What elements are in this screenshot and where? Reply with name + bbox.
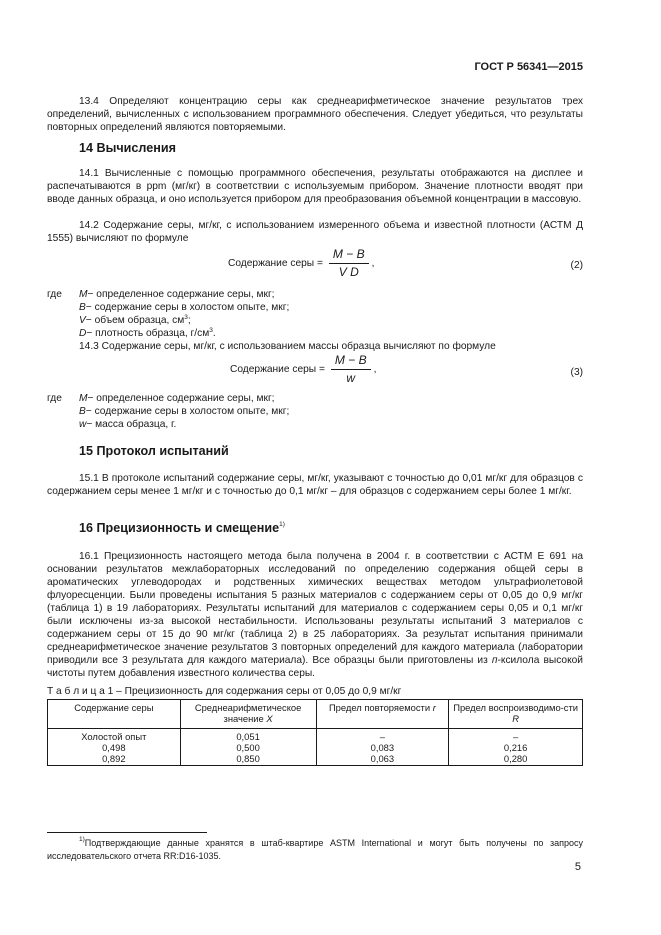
paragraph-15-1 (47, 472, 583, 498)
paragraph-14-2 (47, 219, 583, 245)
definition-item (47, 418, 289, 431)
fraction-numerator: M − B (331, 354, 371, 370)
definition-text: − определенное содержание серы, мкг; (87, 289, 275, 300)
table-caption-text: – Прецизионность для содержания серы от 0,05 до 0,9 мг/кг (113, 686, 402, 697)
paragraph-text: 15.1 В протоколе испытаний содержание серы, мг/кг, указывают с точностью до 0,01 мг/кг для образцов с содержанием серы менее 1 мг/кг и с точностью до 0,1 мг/кг – для образцов с содержанием серы более 1 мг/кг. (47, 473, 583, 497)
header-text: Содержание серы (74, 702, 154, 713)
table-header-row (48, 700, 583, 729)
table-row (48, 753, 583, 766)
paragraph-13-4 (47, 95, 583, 134)
paragraph-text-part: 16.1 Прецизионность настоящего метода была получена в 2004 г. в соответствии с АСТМ Е 691 на основании результатов межлабораторных исследований по определению содержания общей серы в ароматических углеводородах и родственных химических веществах методом ультрафиолетовой флуоресценции. Были проведены испытания 5 разных материалов с содержанием серы от 0,05 до 0,9 мг/кг (таблица 1) в 19 лабораториях. Результаты испытаний для материалов с содержанием серы 0,05 и 0,1 мг/кг были исключены из-за высокой нестабильности. Использованы результаты испытаний 3 материалов с содержанием серы от 15 до 90 мг/кг (таблица 2) в 25 лабораториях. За результат испытания принимали среднеарифметическое значение результатов 3 повторных определений для каждого материала (лаборатории приводили все 3 результата для каждого материала). Все образцы были приготовлены из (47, 551, 583, 666)
section-title (47, 520, 583, 536)
header-text: Предел воспроизводимо-сти (453, 702, 579, 713)
document-id-header: ГОСТ Р 56341—2015 (474, 61, 583, 73)
fraction-denominator: V D (338, 265, 359, 279)
where-label: где (47, 289, 62, 300)
header-symbol: R (512, 713, 519, 724)
footnote-separator (47, 832, 207, 833)
equation-number-2: (2) (570, 260, 583, 271)
footnote-body: Подтверждающие данные хранятся в штаб-квартире ASTM International и могут быть получены по запросу исследовательского отчета RR:D16-1035. (47, 838, 583, 861)
definitions-list-2 (47, 288, 289, 340)
definition-text: − содержание серы в холостом опыте, мкг; (85, 406, 290, 417)
definition-item (47, 301, 289, 314)
table-cell: – (316, 729, 449, 743)
header-symbol: r (432, 702, 436, 713)
definition-text: − определенное содержание серы, мкг; (87, 393, 275, 404)
symbol: w (79, 419, 87, 430)
table-cell: – (449, 729, 583, 743)
formula-trail: , (373, 364, 377, 375)
fraction (329, 248, 369, 279)
definitions-list-3 (47, 392, 289, 431)
paragraph-text: 14.1 Вычисленные с помощью программного обеспечения, результаты отображаются на дисплее и распечатываются в ppm (мг/кг) в соответствии с используемым прибором. Значение плотности вводят при вводе данных образца, и оно используется прибором для преобразования объемной концентрации в массовую. (47, 168, 583, 205)
table-cell: 0,083 (316, 742, 449, 753)
header-text: Предел повторяемости (328, 702, 433, 713)
symbol: V (79, 315, 86, 326)
table-cell: 0,850 (180, 753, 316, 766)
where-label: где (47, 393, 62, 404)
paragraph-14-3 (47, 340, 583, 353)
table-cell: 0,500 (180, 742, 316, 753)
punctuation: . (212, 328, 216, 339)
superscript: 3 (209, 327, 213, 334)
column-header (48, 700, 181, 729)
definition-text: − содержание серы в холостом опыте, мкг; (85, 302, 290, 313)
table-cell: Холостой опыт (48, 729, 181, 743)
fraction-numerator: M − B (329, 248, 369, 264)
paragraph-text (47, 550, 583, 680)
formula-lhs: Содержание серы = (230, 364, 325, 375)
superscript: 3 (184, 314, 188, 321)
table-cell: 0,063 (316, 753, 449, 766)
formula-3 (230, 354, 376, 385)
table-cell: 0,280 (449, 753, 583, 766)
table-cell: 0,498 (48, 742, 181, 753)
paragraph-text: 14.3 Содержание серы, мг/кг, с использованием массы образца вычисляют по формуле (79, 341, 496, 352)
table-row (48, 742, 583, 753)
column-header (180, 700, 316, 729)
page-number: 5 (574, 861, 581, 873)
symbol: B (79, 406, 86, 417)
table-label: Т а б л и ц а 1 (47, 686, 114, 697)
section-16-heading (47, 520, 583, 536)
definition-item (47, 288, 289, 301)
column-header (316, 700, 449, 729)
definition-item (47, 405, 289, 418)
paragraph-text: 13.4 Определяют концентрацию серы как среднеарифметическое значение результатов трех определений, вычисленных с использованием программного обеспечения. Следует убедиться, что результаты повторных определений являются повторяемыми. (47, 96, 583, 133)
section-title-text: 16 Прецизионность и смещение (79, 521, 280, 535)
table-1-caption (47, 685, 583, 698)
definition-text: − масса образца, г. (86, 419, 177, 430)
formula-trail: , (371, 258, 375, 269)
table-cell: 0,051 (180, 729, 316, 743)
symbol: B (79, 302, 86, 313)
formula-lhs: Содержание серы = (228, 258, 323, 269)
italic-symbol: п (491, 655, 498, 666)
section-14-heading (47, 140, 583, 156)
section-title: 15 Протокол испытаний (79, 444, 229, 458)
symbol: D (79, 328, 87, 339)
definition-item (47, 392, 289, 405)
equation-number-3: (3) (570, 367, 583, 378)
section-15-heading (47, 443, 583, 459)
symbol: M (79, 393, 88, 404)
definition-text: − объем образца, см (85, 315, 185, 326)
paragraph-text: 14.2 Содержание серы, мг/кг, с использованием измеренного объема и известной плотности (АСТМ Д 1555) вычисляют по формуле (47, 220, 583, 244)
punctuation: ; (187, 315, 191, 326)
fraction-denominator: w (346, 371, 356, 385)
paragraph-14-1 (47, 167, 583, 206)
footnote (47, 837, 583, 862)
header-text: Среднеарифметическое значение (194, 702, 302, 724)
fraction (331, 354, 371, 385)
table-cell: 0,892 (48, 753, 181, 766)
formula-2 (228, 248, 374, 279)
definition-item (47, 314, 289, 327)
table-cell: 0,216 (449, 742, 583, 753)
definition-text: − плотность образца, г/см (86, 328, 210, 339)
footnote-marker: 1) (79, 836, 85, 843)
footnote-marker: 1) (279, 521, 285, 528)
column-header (449, 700, 583, 729)
precision-table-1 (47, 699, 583, 766)
table-row (48, 729, 583, 743)
section-title: 14 Вычисления (79, 141, 176, 155)
footnote-text (47, 837, 583, 862)
definition-item (47, 327, 289, 340)
paragraph-text-part: -ксилола высокой чистоты путем добавления известного количества серы. (47, 655, 583, 679)
symbol: M (79, 289, 88, 300)
header-symbol: X (266, 713, 273, 724)
paragraph-16-1 (47, 550, 583, 680)
